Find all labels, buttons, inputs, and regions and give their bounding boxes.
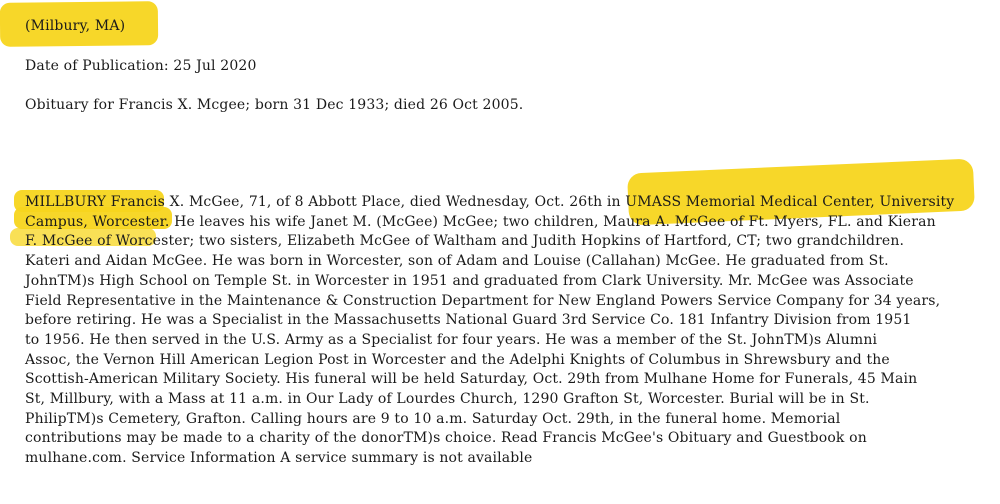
body-line: to 1956. He then served in the U.S. Army as a Specialist for four years. He was a member of the St. JohnTM)s Alumni (25, 331, 878, 348)
body-line: Field Representative in the Maintenance & Construction Department for New England Powers Service Company for 34 years, (25, 292, 941, 309)
body-line: Kateri and Aidan McGee. He was born in Worcester, son of Adam and Louise (Callahan) McGee. He graduated from St. (25, 253, 889, 270)
body-line: before retiring. He was a Specialist in the Massachusetts National Guard 3rd Service Co. 181 Infantry Division from 1951 (25, 312, 912, 329)
body-line: MILLBURY Francis X. McGee, 71, of 8 Abbott Place, died Wednesday, Oct. 26th in UMASS Memorial Medical Center, University (25, 194, 955, 210)
body-line: Campus, Worcester. He leaves his wife Janet M. (McGee) McGee; two children, Maura A. McGee of Ft. Myers, FL. and Kieran (25, 213, 936, 230)
body-line: mulhane.com. Service Information A service summary is not available (25, 450, 533, 467)
obituary-summary: Obituary for Francis X. Mcgee; born 31 Dec 1933; died 26 Oct 2005. (25, 97, 524, 113)
body-line: JohnTM)s High School on Temple St. in Worcester in 1951 and graduated from Clark University. Mr. McGee was Associate (25, 272, 914, 289)
body-line: F. McGee of Worcester; two sisters, Elizabeth McGee of Waltham and Judith Hopkins of Hartford, CT; two grandchildren. (25, 233, 905, 250)
body-line: PhilipTM)s Cemetery, Grafton. Calling hours are 9 to 10 a.m. Saturday Oct. 29th, in the funeral home. Memorial (25, 410, 841, 427)
body-line: Assoc, the Vernon Hill American Legion Post in Worcester and the Adelphi Knights of Columbus in Shrewsbury and the (25, 351, 890, 368)
body-line: St, Millbury, with a Mass at 11 a.m. in Our Lady of Lourdes Church, 1290 Grafton St, Worcester. Burial will be in St. (25, 391, 870, 407)
body-line: contributions may be made to a charity of the donorTM)s choice. Read Francis McGee's Obituary and Guestbook on (25, 430, 867, 447)
body-line: Scottish-American Military Society. His funeral will be held Saturday, Oct. 29th from Mulhane Home for Funerals, 45 Main (25, 371, 918, 388)
location-text: (Milbury, MA) (25, 18, 126, 34)
publication-date: Date of Publication: 25 Jul 2020 (25, 58, 257, 74)
